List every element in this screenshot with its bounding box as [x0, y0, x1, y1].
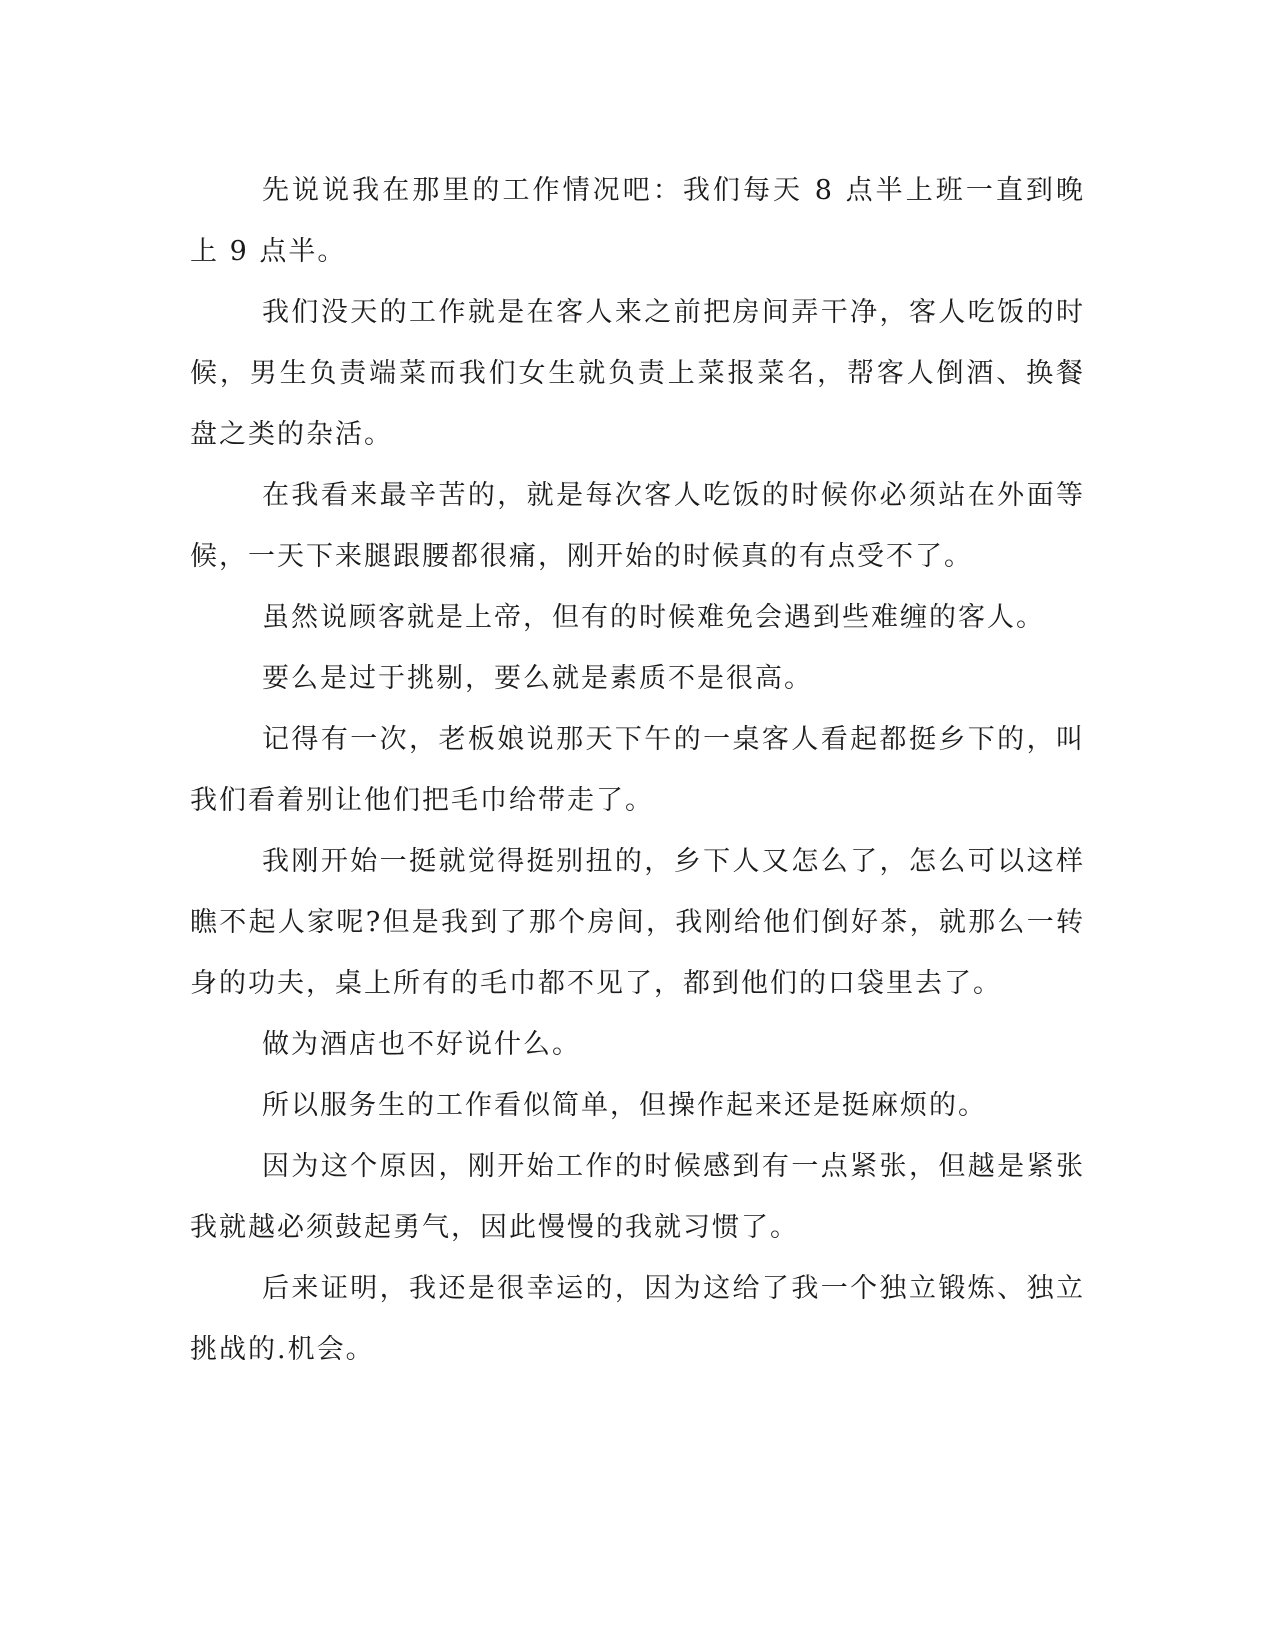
paragraph-9: 所以服务生的工作看似简单，但操作起来还是挺麻烦的。 [262, 1090, 987, 1121]
paragraph-1: 先说说我在那里的工作情况吧：我们每天 8 点半上班一直到晚上 9 点半。 [190, 175, 1085, 267]
paragraph-4: 虽然说顾客就是上帝，但有的时候难免会遇到些难缠的客人。 [262, 602, 1045, 633]
paragraph-5: 要么是过于挑剔，要么就是素质不是很高。 [262, 663, 813, 694]
document-body [190, 160, 1085, 1380]
paragraph-8: 做为酒店也不好说什么。 [262, 1029, 581, 1060]
paragraph-7: 我刚开始一挺就觉得挺别扭的，乡下人又怎么了，怎么可以这样瞧不起人家呢?但是我到了那个房间，我刚给他们倒好茶，就那么一转身的功夫，桌上所有的毛巾都不见了，都到他们的口袋里去了。 [190, 846, 1085, 999]
paragraph-6: 记得有一次，老板娘说那天下午的一桌客人看起都挺乡下的，叫我们看着别让他们把毛巾给带走了。 [190, 724, 1085, 816]
paragraph-11: 后来证明，我还是很幸运的，因为这给了我一个独立锻炼、独立挑战的.机会。 [190, 1273, 1085, 1365]
paragraph-2: 我们没天的工作就是在客人来之前把房间弄干净，客人吃饭的时候，男生负责端菜而我们女生就负责上菜报菜名，帮客人倒酒、换餐盘之类的杂活。 [190, 297, 1085, 450]
paragraph-10: 因为这个原因，刚开始工作的时候感到有一点紧张，但越是紧张我就越必须鼓起勇气，因此慢慢的我就习惯了。 [190, 1151, 1085, 1243]
paragraph-3: 在我看来最辛苦的，就是每次客人吃饭的时候你必须站在外面等候，一天下来腿跟腰都很痛，刚开始的时候真的有点受不了。 [190, 480, 1085, 572]
